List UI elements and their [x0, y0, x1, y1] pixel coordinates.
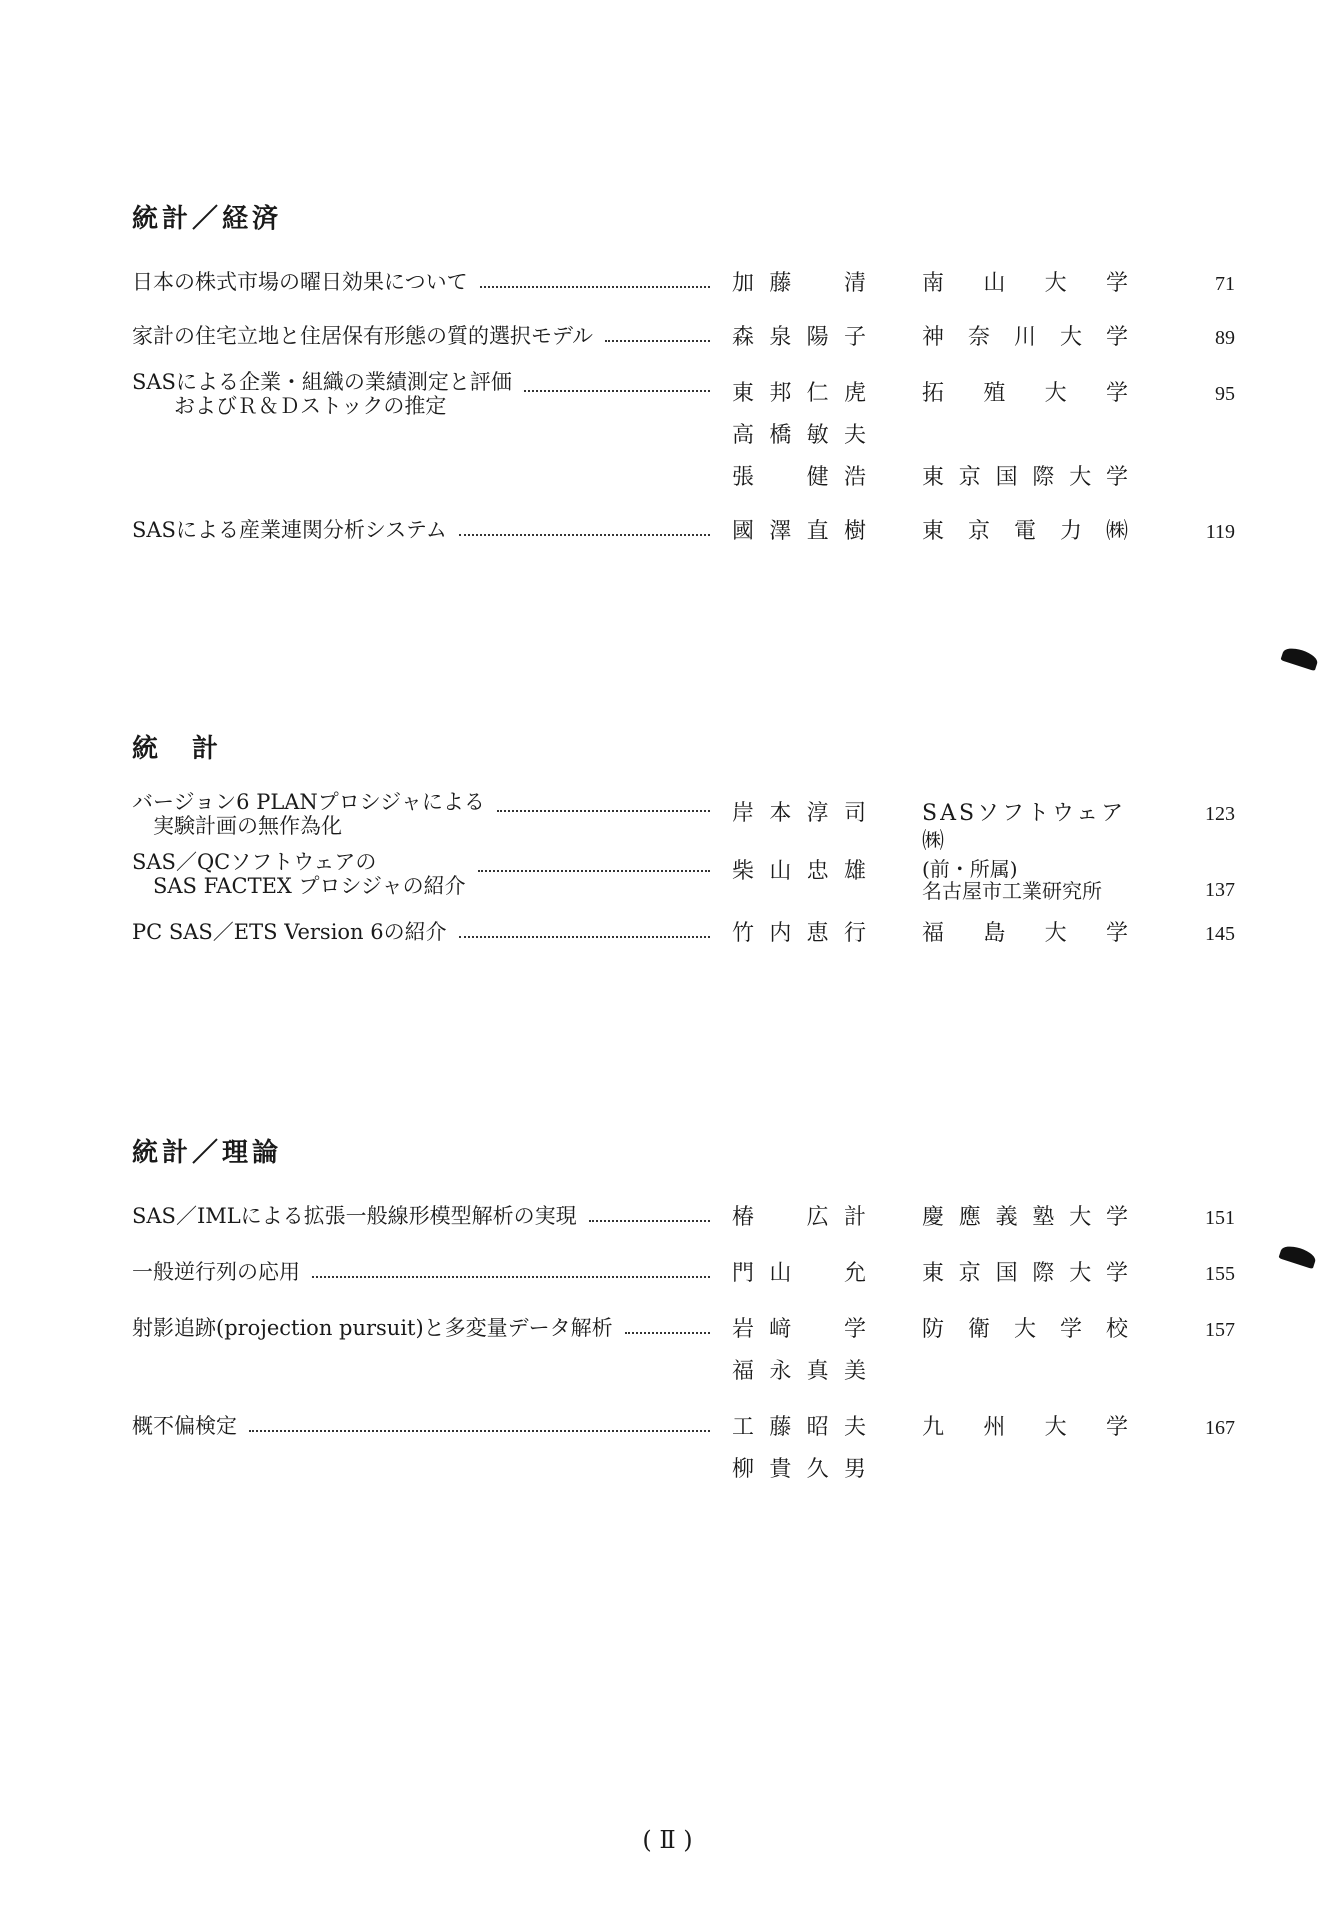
entry-page: 155: [1205, 1263, 1235, 1285]
entry-authors: 東邦仁虎 高橋敏夫 張 健浩: [732, 381, 872, 490]
entry-title: 家計の住宅立地と住居保有形態の質的選択モデル: [132, 324, 722, 348]
entry-title: 射影追跡(projection pursuit)と多変量データ解析: [132, 1316, 722, 1340]
section-title: 統計／理論: [132, 1138, 283, 1168]
entry-page: 167: [1205, 1417, 1235, 1439]
entry-title: PC SAS／ETS Version 6の紹介: [132, 920, 722, 944]
entry-affiliation: 福島大学: [922, 921, 1132, 946]
entry-affiliation: 九州大学: [922, 1415, 1132, 1440]
entry-authors: 森泉陽子: [732, 325, 872, 350]
entry-affiliation: SASソフトウェア㈱: [922, 801, 1127, 854]
page-number: ( Ⅱ ): [642, 1826, 693, 1854]
entry-page: 137: [1205, 879, 1235, 901]
entry-title: 一般逆行列の応用: [132, 1260, 722, 1284]
binding-mark: [1280, 645, 1319, 671]
entry-affiliation: (前・所属) 名古屋市工業研究所: [922, 857, 1102, 903]
entry-authors: 柴山忠雄: [732, 859, 872, 884]
entry-affiliation: 東京電力㈱: [922, 519, 1132, 544]
entry-authors: 門山 允: [732, 1261, 872, 1286]
entry-title: SAS／IMLによる拡張一般線形模型解析の実現: [132, 1204, 722, 1228]
entry-authors: 椿 広計: [732, 1205, 872, 1230]
entry-page: 89: [1215, 327, 1235, 349]
entry-page: 157: [1205, 1319, 1235, 1341]
entry-affiliation: 東京国際大学: [922, 1261, 1132, 1286]
entry-authors: 工藤昭夫 柳貴久男: [732, 1415, 872, 1482]
entry-title: SAS／QCソフトウェアの SAS FACTEX プロシジャの紹介: [132, 848, 722, 898]
entry-authors: 岩﨑 学 福永真美: [732, 1317, 872, 1384]
entry-affiliation: 防衛大学校: [922, 1317, 1132, 1342]
section-title: 統計／経済: [132, 204, 283, 234]
entry-page: 151: [1205, 1207, 1235, 1229]
entry-title: SASによる産業連関分析システム: [132, 518, 722, 542]
entry-authors: 竹内恵行: [732, 921, 872, 946]
entry-page: 119: [1205, 521, 1235, 543]
entry-page: 123: [1205, 803, 1235, 825]
entry-affiliation: 拓殖大学: [922, 381, 1132, 406]
entry-authors: 加藤 清: [732, 271, 872, 296]
entry-page: 95: [1215, 383, 1235, 405]
entry-authors: 國澤直樹: [732, 519, 872, 544]
entry-page: 71: [1215, 273, 1235, 295]
entry-affiliation: 神奈川大学: [922, 325, 1132, 350]
entry-page: 145: [1205, 923, 1235, 945]
entry-title: 概不偏検定: [132, 1414, 722, 1438]
entry-title: バージョン6 PLANプロシジャによる 実験計画の無作為化: [132, 788, 722, 838]
entry-title: SASによる企業・組織の業績測定と評価 およびＲ＆Ｄストックの推定: [132, 368, 722, 418]
entry-affiliation: 南山大学: [922, 271, 1132, 296]
entry-affiliation-secondary: 東京国際大学: [922, 465, 1132, 490]
entry-authors: 岸本淳司: [732, 801, 872, 826]
binding-mark: [1278, 1243, 1317, 1269]
section-title: 統 計: [132, 734, 223, 764]
entry-affiliation: 慶應義塾大学: [922, 1205, 1132, 1230]
entry-title: 日本の株式市場の曜日効果について: [132, 270, 722, 294]
